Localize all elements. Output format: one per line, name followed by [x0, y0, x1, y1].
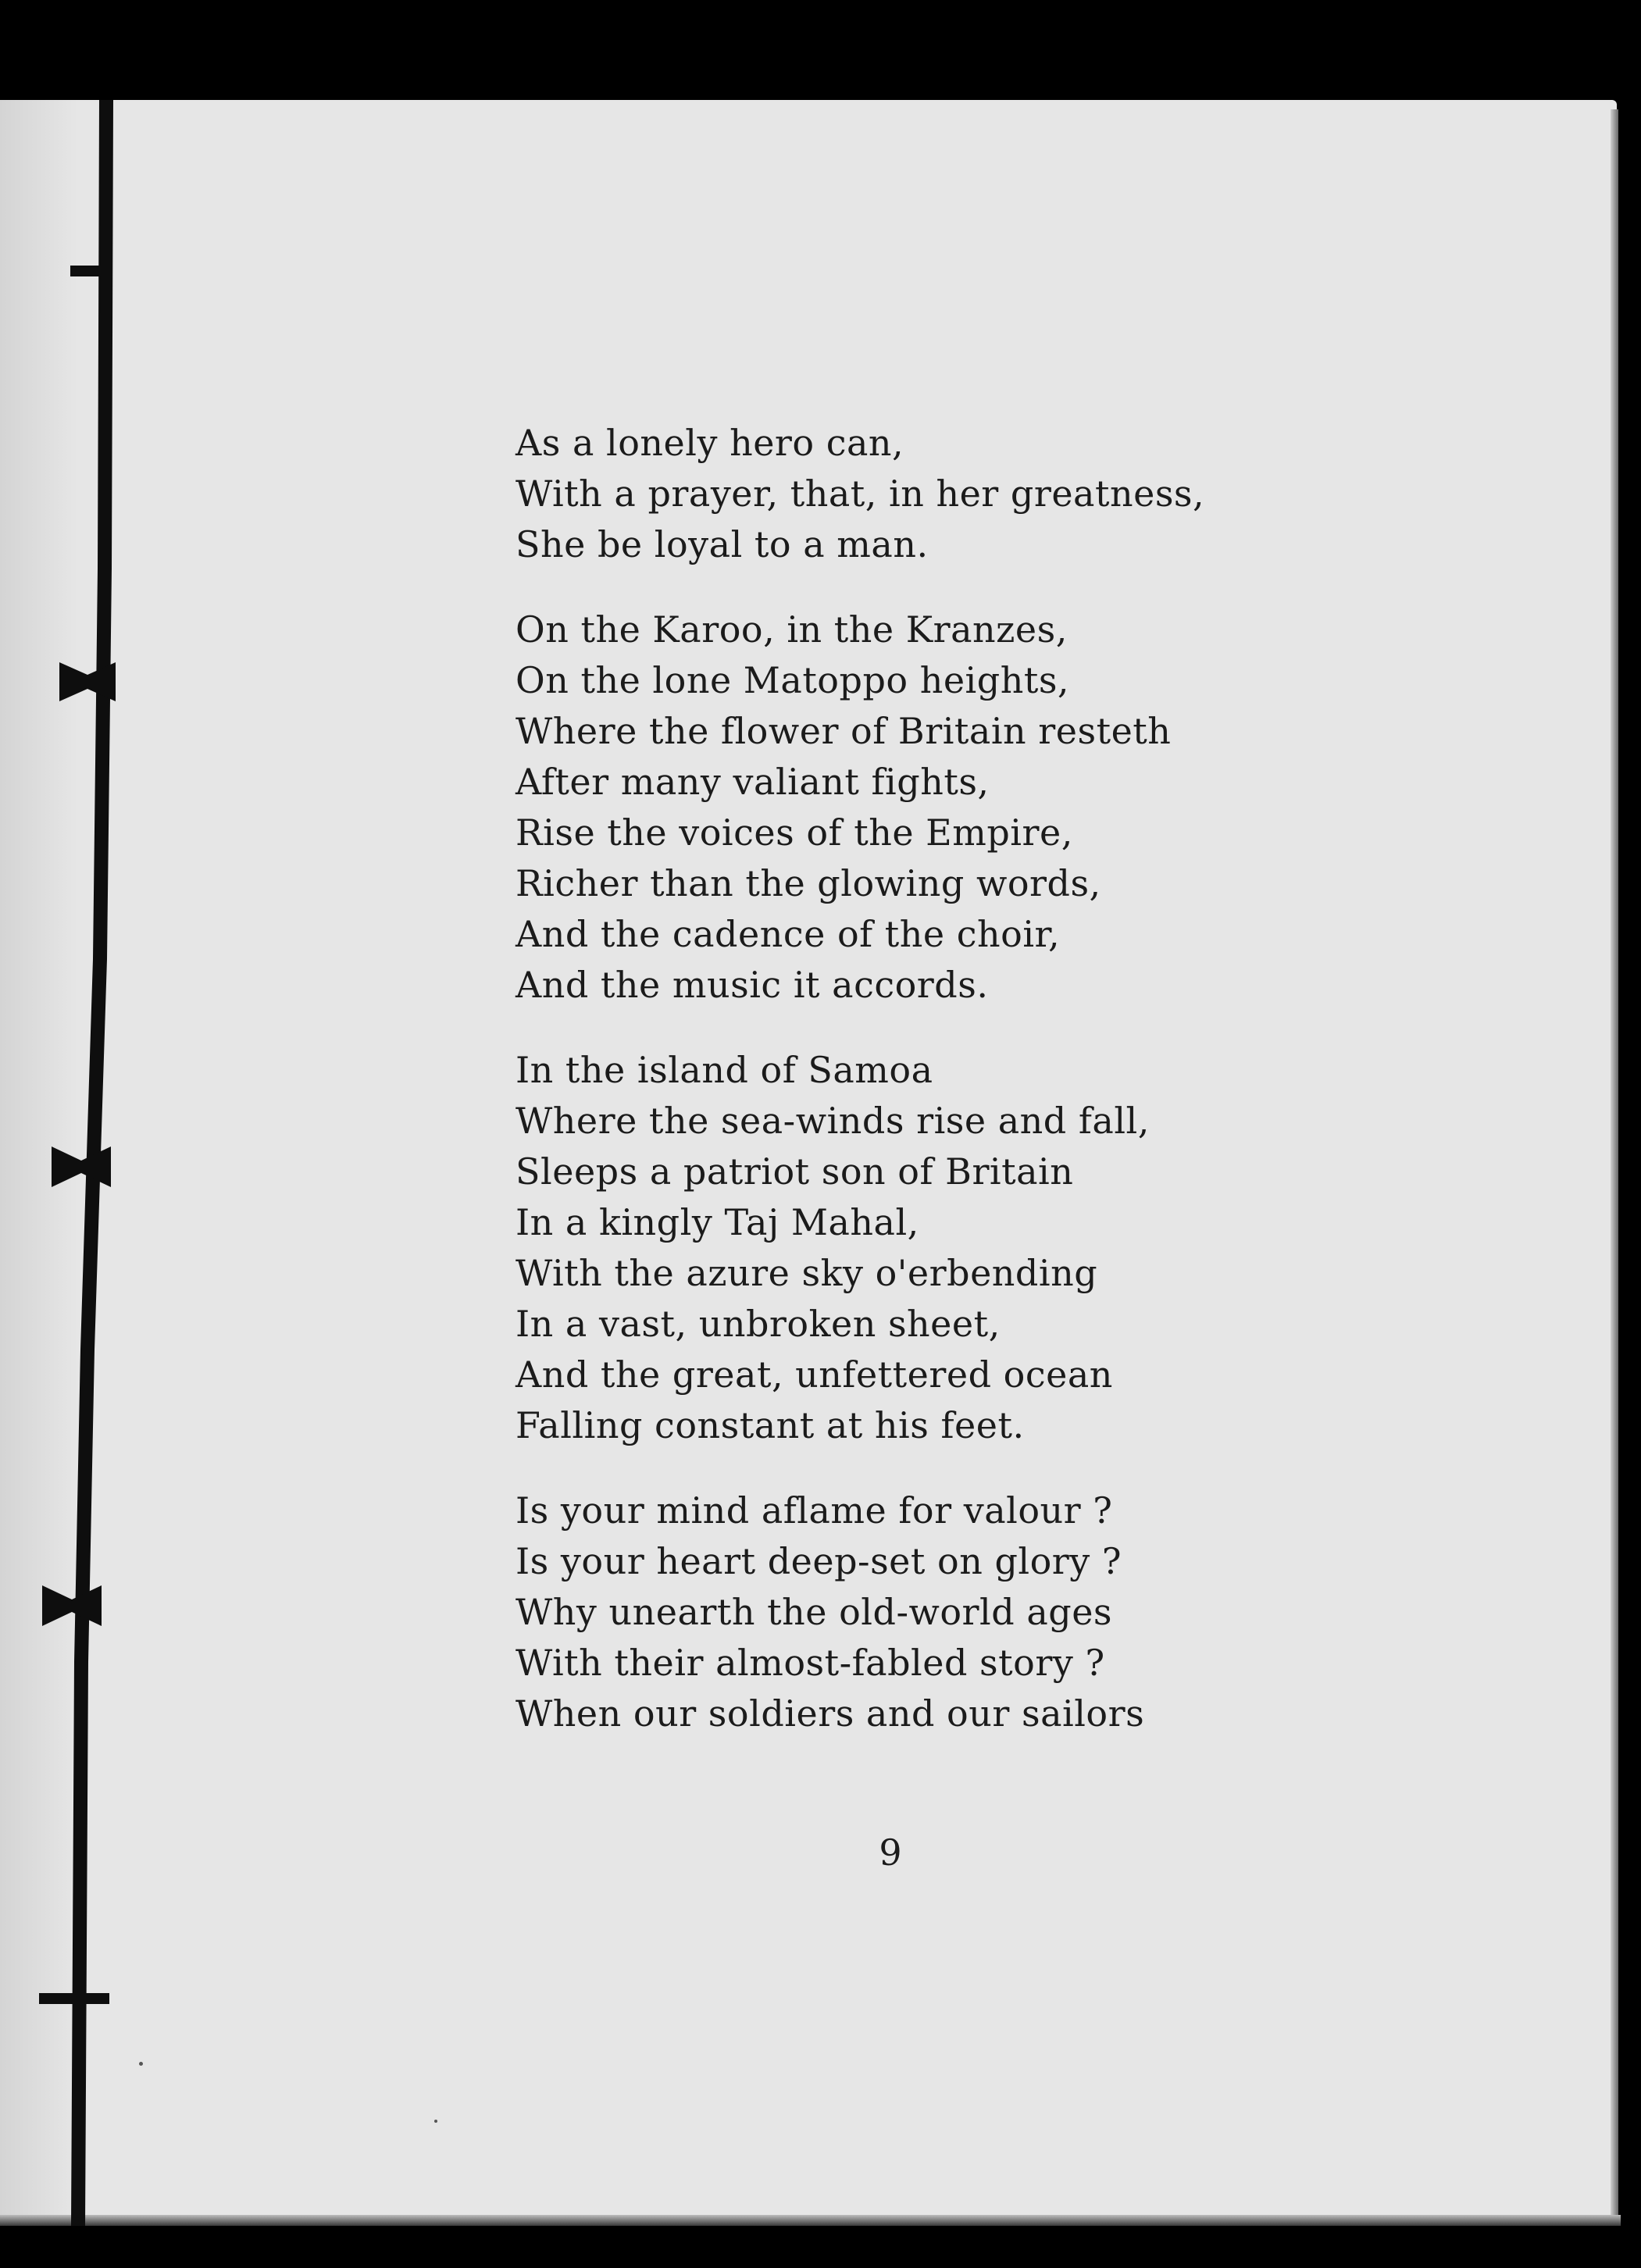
verse-line: As a lonely hero can, [515, 422, 904, 464]
binding-stitch-1 [70, 266, 108, 276]
page-right-edge [1611, 109, 1618, 2218]
verse-line: When our soldiers and our sailors [515, 1692, 1145, 1735]
verse-line: And the music it accords. [515, 964, 989, 1006]
page-bottom-edge [0, 2215, 1621, 2226]
verse-line: Falling constant at his feet. [515, 1404, 1025, 1446]
stanza [515, 1045, 1531, 1451]
verse-line: In a vast, unbroken sheet, [515, 1303, 1001, 1345]
verse-line: Rise the voices of the Empire, [515, 811, 1073, 854]
verse-line: In a kingly Taj Mahal, [515, 1201, 919, 1243]
verse-line: Is your heart deep-set on glory ? [515, 1540, 1122, 1582]
verse-line: And the cadence of the choir, [515, 913, 1061, 955]
verse-line: In the island of Samoa [515, 1049, 933, 1091]
page-number: 9 [879, 1831, 902, 1874]
binding-stitch-2 [39, 1993, 109, 2004]
verse-line: After many valiant fights, [515, 761, 990, 803]
verse-line: Where the flower of Britain resteth [515, 710, 1172, 752]
verse-line: Sleeps a patriot son of Britain [515, 1150, 1074, 1193]
binding-knot-1 [59, 662, 116, 701]
poem-text [515, 418, 1531, 1774]
stanza [515, 604, 1531, 1011]
verse-line: With the azure sky o'erbending [515, 1252, 1098, 1294]
paper-speck [434, 2120, 437, 2123]
verse-line: Richer than the glowing words, [515, 862, 1101, 904]
stanza [515, 418, 1531, 570]
verse-line: She be loyal to a man. [515, 523, 929, 565]
verse-line: And the great, unfettered ocean [515, 1353, 1113, 1396]
verse-line: Is your mind aflame for valour ? [515, 1489, 1113, 1532]
paper-speck [139, 2062, 143, 2066]
stanza [515, 1485, 1531, 1739]
verse-line: Why unearth the old-world ages [515, 1591, 1113, 1633]
verse-line: On the Karoo, in the Kranzes, [515, 608, 1068, 651]
binding-knot-3 [42, 1585, 102, 1626]
verse-line: With a prayer, that, in her greatness, [515, 472, 1205, 515]
binding-knot-2 [52, 1146, 111, 1187]
binding-cord [0, 100, 125, 2226]
binding-cord-graphic [0, 100, 125, 2226]
verse-line: With their almost-fabled story ? [515, 1642, 1105, 1684]
verse-line: Where the sea-winds rise and fall, [515, 1100, 1150, 1142]
verse-line: On the lone Matoppo heights, [515, 659, 1070, 701]
